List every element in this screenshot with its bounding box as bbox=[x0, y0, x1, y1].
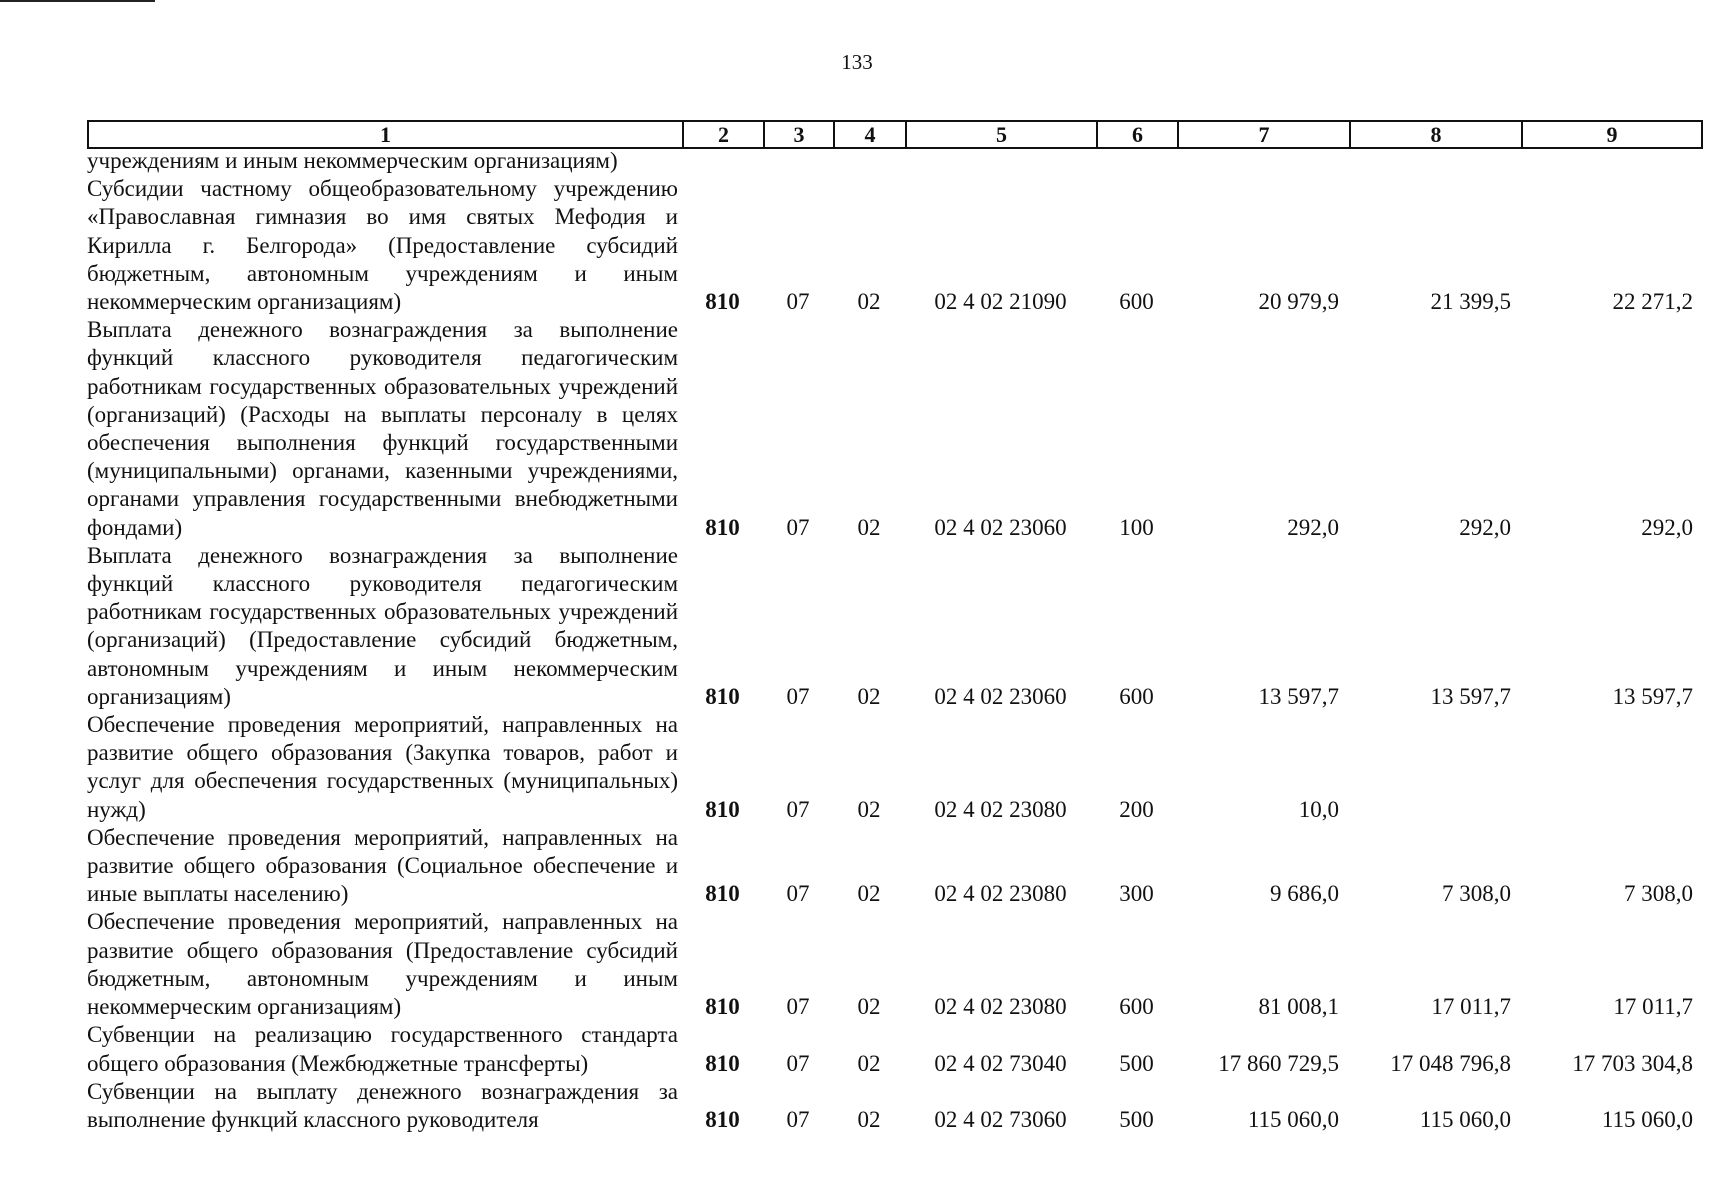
col-header-5: 5 bbox=[906, 121, 1097, 148]
row-subsection-code bbox=[833, 147, 905, 175]
table-row bbox=[87, 147, 1701, 175]
table-row bbox=[87, 316, 1701, 542]
row-amount-col7: 20 979,9 bbox=[1258, 289, 1339, 315]
col-header-4: 4 bbox=[834, 121, 906, 148]
row-section-code: 07 bbox=[786, 289, 810, 315]
row-subsection-code: 02 bbox=[857, 514, 881, 540]
table-row bbox=[87, 1021, 1701, 1077]
page-number: 133 bbox=[841, 50, 873, 74]
row-expense-type: 100 bbox=[1119, 514, 1154, 540]
row-amount-col8: 17 048 796,8 bbox=[1390, 1050, 1511, 1076]
row-ved-code: 810 bbox=[705, 1050, 740, 1076]
row-target-article: 02 4 02 73060 bbox=[934, 1106, 1067, 1132]
row-amount-col7 bbox=[1177, 147, 1349, 175]
row-expense-type bbox=[1096, 147, 1177, 175]
col-header-9: 9 bbox=[1522, 121, 1702, 148]
row-ved-code: 810 bbox=[705, 994, 740, 1020]
row-amount-col9 bbox=[1521, 147, 1701, 175]
column-header-row bbox=[88, 121, 1702, 148]
row-description: Обеспечение проведения мероприятий, направленных на развитие общего образования (Закупка товаров, работ и услуг для обеспечения государственных (муниципальных) нужд) bbox=[87, 712, 678, 822]
row-amount-col7: 10,0 bbox=[1298, 796, 1339, 822]
row-description: Выплата денежного вознаграждения за выполнение функций классного руководителя педагогическим работникам государственных образовательных учреждений (организаций) (Предоставление субсидий бюджетным, автономным учреждениям и иным некоммерческим организациям) bbox=[87, 542, 678, 709]
table-row bbox=[87, 711, 1701, 824]
row-amount-col7: 81 008,1 bbox=[1258, 994, 1339, 1020]
row-amount-col8: 115 060,0 bbox=[1419, 1106, 1511, 1132]
row-amount-col9: 17 011,7 bbox=[1613, 994, 1693, 1020]
row-ved-code: 810 bbox=[705, 683, 740, 709]
row-expense-type: 600 bbox=[1119, 289, 1154, 315]
row-amount-col9 bbox=[1521, 711, 1701, 824]
row-expense-type: 300 bbox=[1119, 881, 1154, 907]
row-ved-code: 810 bbox=[705, 1106, 740, 1132]
row-expense-type: 200 bbox=[1119, 796, 1154, 822]
top-corner-rule bbox=[0, 0, 155, 2]
col-header-6: 6 bbox=[1097, 121, 1178, 148]
row-ved-code: 810 bbox=[705, 881, 740, 907]
row-amount-col8: 21 399,5 bbox=[1430, 289, 1511, 315]
row-subsection-code: 02 bbox=[857, 683, 881, 709]
row-amount-col8: 13 597,7 bbox=[1430, 683, 1511, 709]
row-amount-col7: 9 686,0 bbox=[1270, 881, 1339, 907]
table-row bbox=[87, 908, 1701, 1021]
row-amount-col7: 292,0 bbox=[1287, 514, 1339, 540]
row-amount-col8: 292,0 bbox=[1459, 514, 1511, 540]
row-target-article: 02 4 02 23080 bbox=[934, 881, 1067, 907]
row-amount-col8: 17 011,7 bbox=[1431, 994, 1511, 1020]
row-section-code: 07 bbox=[786, 683, 810, 709]
budget-table bbox=[87, 147, 1701, 1134]
row-ved-code: 810 bbox=[705, 289, 740, 315]
row-description: Субвенции на выплату денежного вознаграждения за выполнение функций классного руководителя bbox=[87, 1078, 678, 1132]
row-subsection-code: 02 bbox=[857, 994, 881, 1020]
col-header-3: 3 bbox=[764, 121, 834, 148]
row-ved-code: 810 bbox=[705, 796, 740, 822]
row-amount-col9: 115 060,0 bbox=[1601, 1106, 1693, 1132]
row-ved-code bbox=[682, 147, 763, 175]
row-subsection-code: 02 bbox=[857, 1050, 881, 1076]
row-amount-col9: 13 597,7 bbox=[1612, 683, 1693, 709]
row-expense-type: 600 bbox=[1119, 994, 1154, 1020]
row-amount-col9: 292,0 bbox=[1641, 514, 1693, 540]
row-description: Субсидии частному общеобразовательному учреждению «Православная гимназия во имя святых Мефодия и Кирилла г. Белгорода» (Предоставление субсидий бюджетным, автономным учреждениям и иным некоммерческим организациям) bbox=[87, 176, 678, 315]
row-amount-col7: 13 597,7 bbox=[1258, 683, 1339, 709]
row-section-code: 07 bbox=[786, 994, 810, 1020]
table-row bbox=[87, 175, 1701, 316]
row-subsection-code: 02 bbox=[857, 796, 881, 822]
row-subsection-code: 02 bbox=[857, 289, 881, 315]
row-amount-col8 bbox=[1349, 147, 1521, 175]
row-target-article: 02 4 02 21090 bbox=[934, 289, 1067, 315]
row-amount-col9: 7 308,0 bbox=[1624, 881, 1693, 907]
row-section-code: 07 bbox=[786, 514, 810, 540]
row-section-code: 07 bbox=[786, 881, 810, 907]
col-header-8: 8 bbox=[1350, 121, 1522, 148]
row-amount-col7: 17 860 729,5 bbox=[1218, 1050, 1339, 1076]
row-subsection-code: 02 bbox=[857, 1106, 881, 1132]
table-row bbox=[87, 824, 1701, 909]
row-target-article: 02 4 02 23080 bbox=[934, 994, 1067, 1020]
row-section-code: 07 bbox=[786, 796, 810, 822]
row-target-article: 02 4 02 23060 bbox=[934, 683, 1067, 709]
row-target-article: 02 4 02 23060 bbox=[934, 514, 1067, 540]
col-header-7: 7 bbox=[1178, 121, 1350, 148]
row-ved-code: 810 bbox=[705, 514, 740, 540]
row-amount-col9: 17 703 304,8 bbox=[1572, 1050, 1693, 1076]
row-section-code bbox=[763, 147, 833, 175]
row-expense-type: 500 bbox=[1119, 1106, 1154, 1132]
row-description: Выплата денежного вознаграждения за выполнение функций классного руководителя педагогическим работникам государственных образовательных учреждений (организаций) (Расходы на выплаты персоналу в целях обеспечения выполнения функций государственными (муниципальными) органами, казенными учреждениями, органами управления государственными внебюджетными фондами) bbox=[87, 317, 678, 540]
row-amount-col7: 115 060,0 bbox=[1247, 1106, 1339, 1132]
column-header-table bbox=[87, 120, 1703, 149]
row-amount-col8: 7 308,0 bbox=[1442, 881, 1511, 907]
row-target-article: 02 4 02 23080 bbox=[934, 796, 1067, 822]
row-expense-type: 500 bbox=[1119, 1050, 1154, 1076]
row-section-code: 07 bbox=[786, 1106, 810, 1132]
row-target-article bbox=[905, 147, 1096, 175]
row-amount-col9: 22 271,2 bbox=[1612, 289, 1693, 315]
row-description: учреждениям и иным некоммерческим организациям) bbox=[87, 148, 618, 173]
budget-rows bbox=[87, 147, 1701, 1134]
table-row bbox=[87, 542, 1701, 711]
row-description: Обеспечение проведения мероприятий, направленных на развитие общего образования (Предоставление субсидий бюджетным, автономным учреждениям и иным некоммерческим организациям) bbox=[87, 909, 678, 1020]
row-target-article: 02 4 02 73040 bbox=[934, 1050, 1067, 1076]
row-description: Обеспечение проведения мероприятий, направленных на развитие общего образования (Социальное обеспечение и иные выплаты населению) bbox=[87, 824, 678, 907]
table-row bbox=[87, 1078, 1701, 1134]
col-header-2: 2 bbox=[683, 121, 764, 148]
row-description: Субвенции на реализацию государственного стандарта общего образования (Межбюджетные трансферты) bbox=[87, 1022, 678, 1076]
row-subsection-code: 02 bbox=[857, 881, 881, 907]
row-amount-col8 bbox=[1349, 711, 1521, 824]
col-header-1: 1 bbox=[88, 121, 683, 148]
row-expense-type: 600 bbox=[1119, 683, 1154, 709]
row-section-code: 07 bbox=[786, 1050, 810, 1076]
